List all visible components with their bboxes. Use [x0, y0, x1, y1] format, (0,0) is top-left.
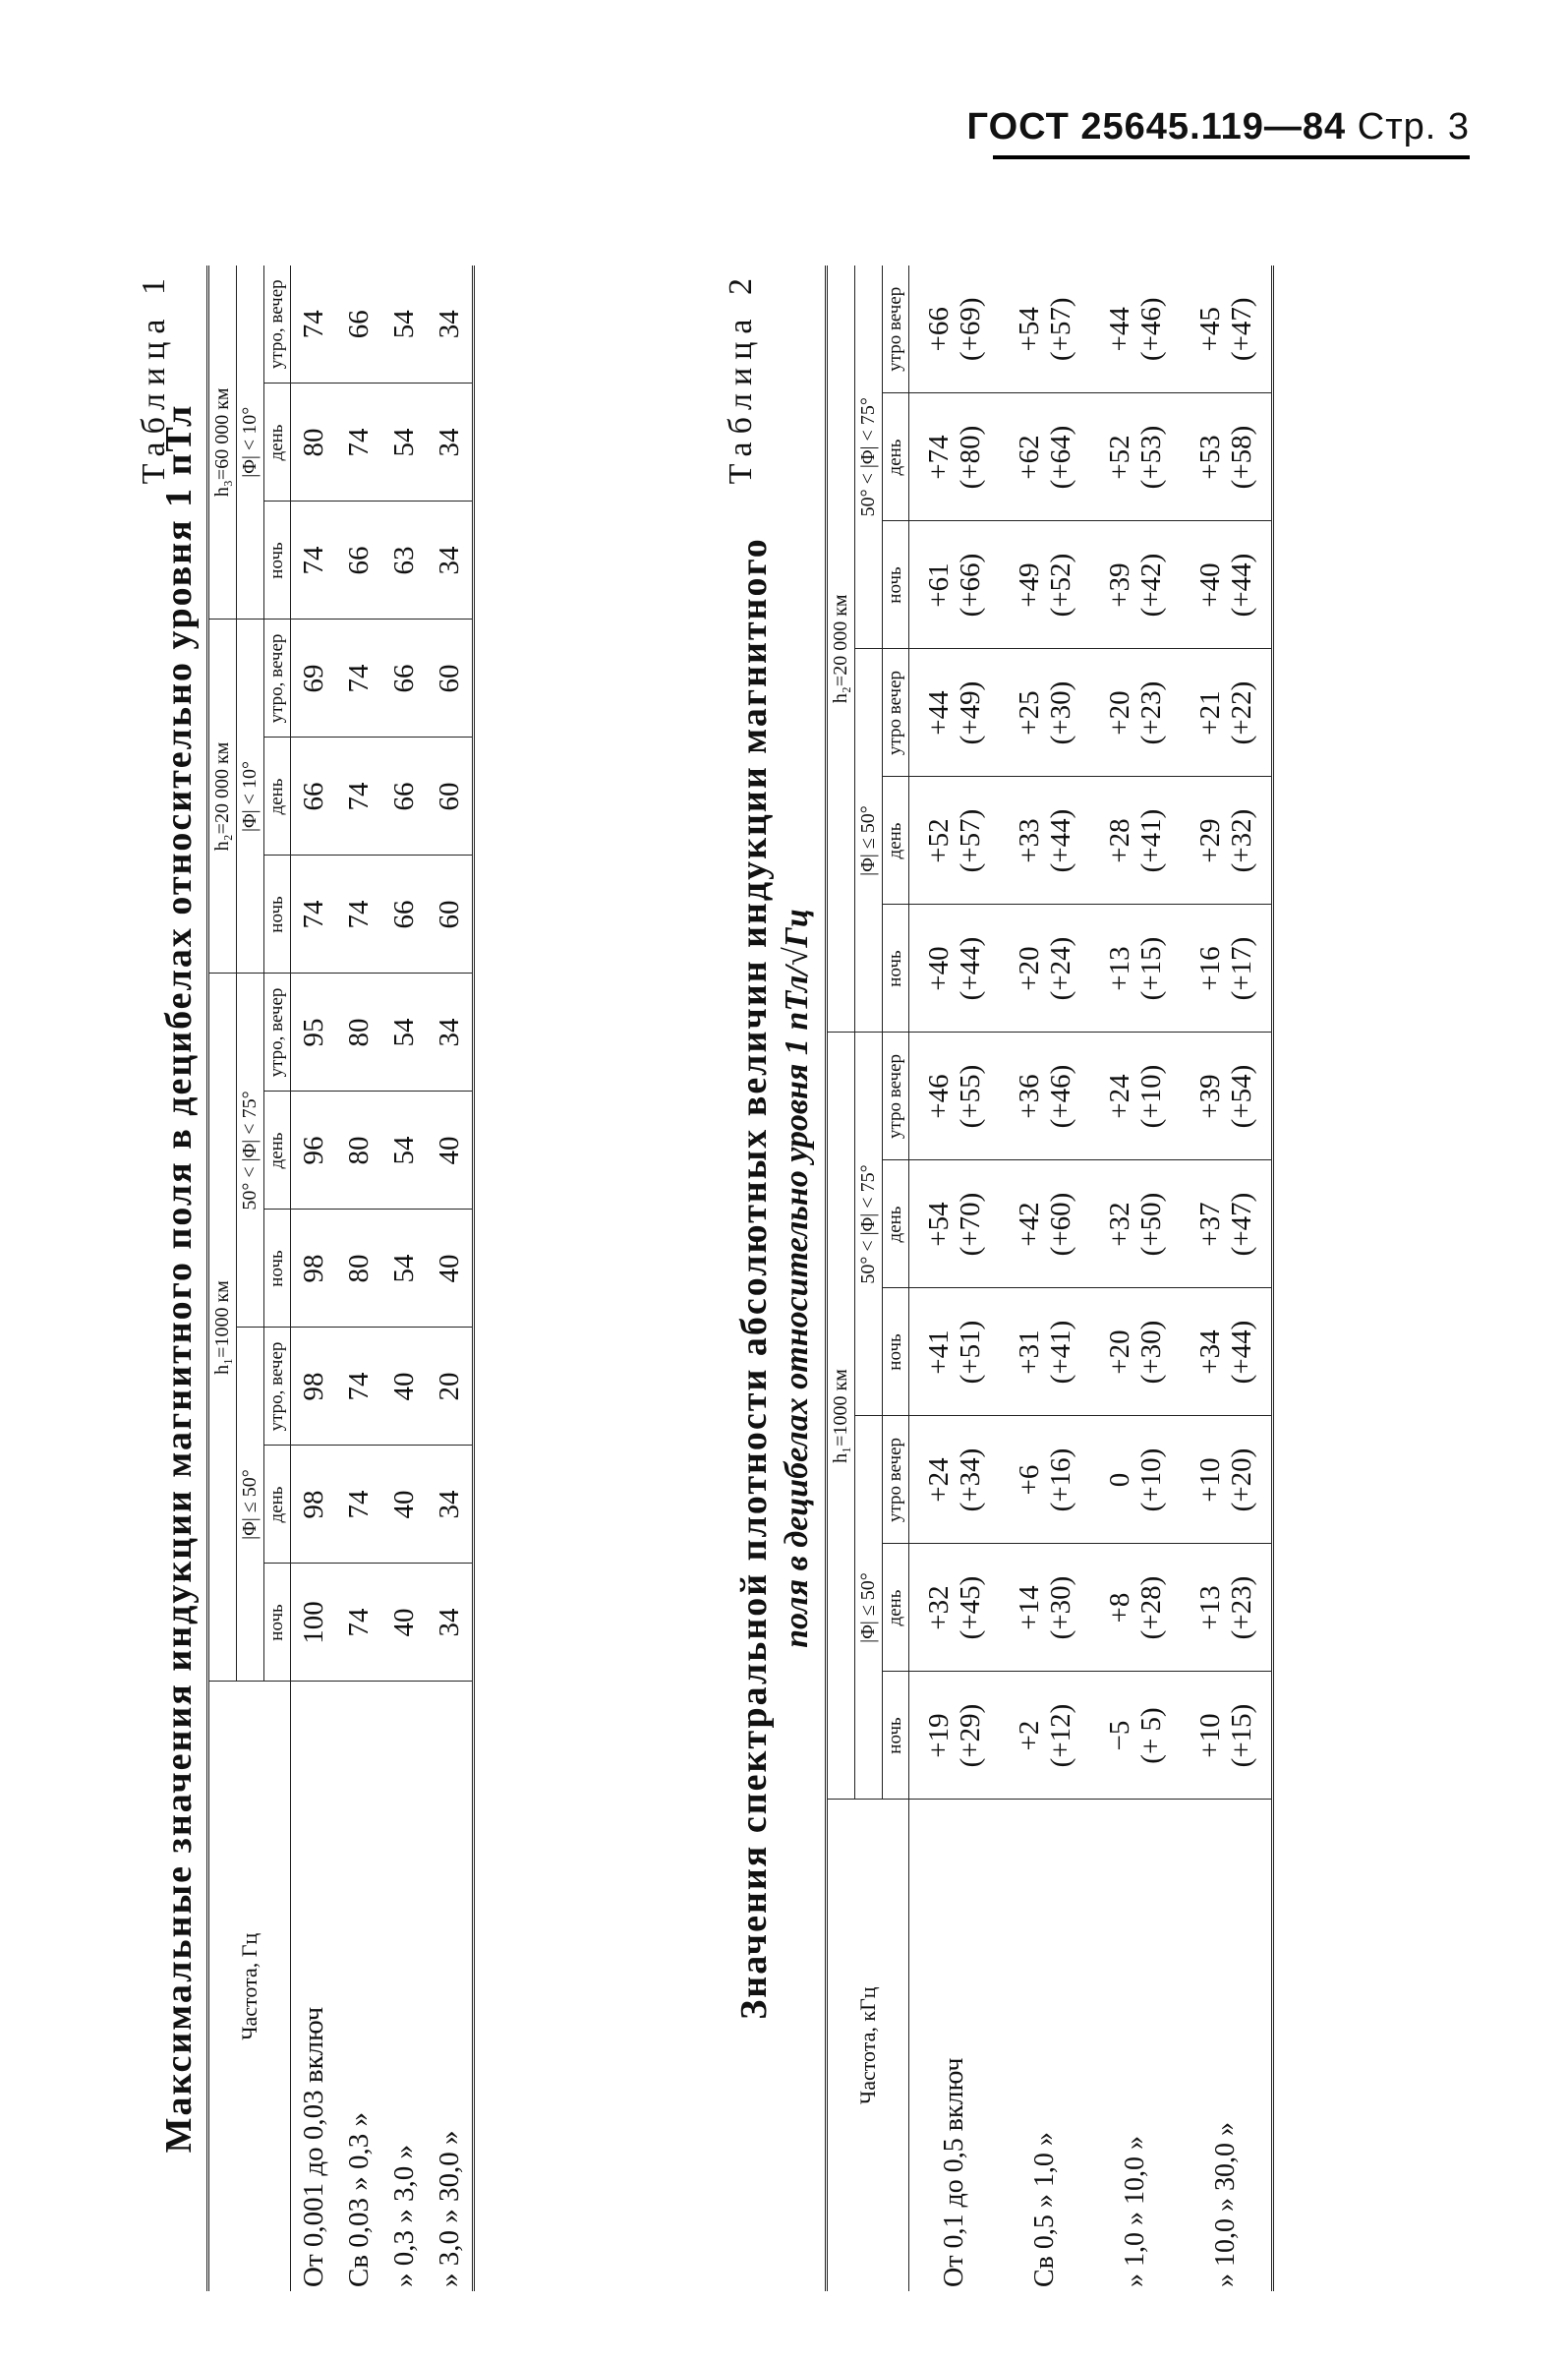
table1-time-header: утро, вечер	[264, 266, 291, 384]
table1-range-cell: От 0,001 до 0,03 включ	[291, 1682, 337, 2291]
table1-value-cell: 54	[381, 974, 427, 1092]
table2-value-cell	[1090, 905, 1181, 1033]
table2-paren-value: (+24)	[1045, 936, 1076, 1001]
table2-value: +34	[1194, 1329, 1226, 1375]
table2-paren-value: (+41)	[1045, 1320, 1076, 1385]
table2-value: +25	[1014, 690, 1045, 736]
table2-value: +54	[1014, 307, 1045, 352]
table1-group-h2: h₂=20 000 км	[208, 620, 237, 974]
table-row	[291, 266, 337, 2291]
table2-body	[909, 266, 1273, 2291]
table1-value-cell: 40	[427, 1210, 474, 1328]
table2-paren-value: (+66)	[955, 553, 986, 618]
table2-value: +61	[923, 562, 955, 608]
table2-value-cell	[909, 905, 1001, 1033]
table2-subgroup: |Φ| ≤ 50°	[855, 1416, 883, 1800]
table2-value: +14	[1014, 1585, 1045, 1630]
table2-value-cell	[909, 649, 1001, 777]
table2-time-header: день	[883, 1160, 909, 1288]
table2-value-cell	[1181, 521, 1273, 649]
table2-subgroup: 50° < |Φ| < 75°	[855, 266, 883, 649]
table2-value: +53	[1194, 435, 1226, 480]
table2-value: +37	[1194, 1202, 1226, 1247]
table1-value-cell: 20	[427, 1328, 474, 1446]
table2-paren-value: (+50)	[1135, 1192, 1167, 1257]
table2-value: +24	[923, 1457, 955, 1503]
table2-value: +40	[1194, 562, 1226, 608]
table1-title: Максимальные значения индукции магнитного поля в децибелах относительно уровня 1 пТл	[158, 403, 200, 2154]
table1-value-cell: 34	[427, 1564, 474, 1682]
table2-value: +10	[1194, 1457, 1226, 1503]
table-row	[1090, 266, 1181, 2291]
table1-value-cell: 80	[336, 1210, 381, 1328]
table-row	[427, 266, 474, 2291]
table2-value: +6	[1014, 1464, 1045, 1496]
table1-time-header: ночь	[264, 502, 291, 620]
table2-value-cell	[1181, 1033, 1273, 1160]
table2-value: +19	[923, 1713, 955, 1758]
table2-value: +13	[1194, 1585, 1226, 1630]
table2-paren-value: (+10)	[1135, 1447, 1167, 1512]
table2-value-cell	[909, 1544, 1001, 1672]
table1-body	[291, 266, 474, 2291]
table2-value: +74	[923, 435, 955, 480]
table1-value-cell: 74	[291, 856, 337, 974]
table1-time-header: ночь	[264, 856, 291, 974]
table1-time-header: ночь	[264, 1210, 291, 1328]
table1-time-header: утро, вечер	[264, 974, 291, 1092]
table2-paren-value: (+15)	[1226, 1703, 1257, 1768]
table2-time-header: день	[883, 777, 909, 905]
table2-paren-value: (+23)	[1226, 1575, 1257, 1640]
table2-value: +39	[1104, 562, 1135, 608]
table1-value-cell: 69	[291, 620, 337, 738]
table1-value-cell: 54	[381, 266, 427, 384]
table2-value-cell	[1000, 393, 1090, 521]
table1-label: Таблица 1	[136, 270, 172, 485]
table2-value-cell	[1181, 905, 1273, 1033]
table2-range-cell: От 0,1 до 0,5 включ	[909, 1800, 1001, 2291]
table2-value: +20	[1104, 1329, 1135, 1375]
table2-subgroup: |Φ| ≤ 50°	[855, 649, 883, 1033]
header-rule	[993, 155, 1470, 159]
table-row	[1181, 266, 1273, 2291]
table2-paren-value: (+47)	[1226, 297, 1257, 362]
table2-time-header: ночь	[883, 1288, 909, 1416]
table2-paren-value: (+30)	[1135, 1320, 1167, 1385]
table1-value-cell: 80	[336, 1092, 381, 1210]
table2-paren-value: (+41)	[1135, 808, 1167, 873]
table2-value-cell	[1090, 1544, 1181, 1672]
table2-value-cell	[1181, 1160, 1273, 1288]
page-number: Стр. 3	[1357, 106, 1470, 148]
table2-paren-value: (+51)	[955, 1320, 986, 1385]
table2-value: +45	[1194, 307, 1226, 352]
table2-value-cell	[1181, 266, 1273, 393]
table2-paren-value: (+34)	[955, 1447, 986, 1512]
table1-freq-header: Частота, Гц	[208, 1682, 291, 2291]
table1-block	[136, 246, 610, 2311]
table1-value-cell: 54	[381, 1092, 427, 1210]
table2-group-h2: h₂=20 000 км	[827, 266, 855, 1033]
table2-paren-value: (+32)	[1226, 808, 1257, 873]
table1-value-cell: 54	[381, 1210, 427, 1328]
table2-value-cell	[1090, 777, 1181, 905]
table2-value-cell	[1090, 649, 1181, 777]
table2-value: +62	[1014, 435, 1045, 480]
table2-value-cell	[1000, 777, 1090, 905]
table2-value-cell	[1090, 521, 1181, 649]
table2-value-cell	[1000, 521, 1090, 649]
table2-paren-value: (+44)	[1045, 808, 1076, 873]
table2	[825, 266, 1274, 2291]
table2-paren-value: (+30)	[1045, 1575, 1076, 1640]
table2-value: +20	[1104, 690, 1135, 736]
table2-paren-value: (+20)	[1226, 1447, 1257, 1512]
table2-value: +42	[1014, 1202, 1045, 1247]
table2-value-cell	[1090, 1288, 1181, 1416]
table1-value-cell: 95	[291, 974, 337, 1092]
table1-value-cell: 54	[381, 384, 427, 502]
table1	[206, 266, 475, 2291]
table2-value-cell	[909, 777, 1001, 905]
table2-value-cell	[1090, 1160, 1181, 1288]
table2-block	[723, 246, 1499, 2311]
table2-paren-value: (+52)	[1045, 553, 1076, 618]
table2-value-cell	[1090, 1033, 1181, 1160]
table2-paren-value: (+80)	[955, 425, 986, 490]
table1-value-cell: 74	[291, 266, 337, 384]
table2-value-cell	[909, 1672, 1001, 1800]
table2-group-h1: h₁=1000 км	[827, 1033, 855, 1800]
table2-paren-value: (+45)	[955, 1575, 986, 1640]
table2-paren-value: (+47)	[1226, 1192, 1257, 1257]
table1-group-h1: h₁=1000 км	[208, 974, 237, 1682]
table2-paren-value: (+69)	[955, 297, 986, 362]
table2-time-header: утро вечер	[883, 1416, 909, 1544]
table1-value-cell: 66	[291, 738, 337, 856]
table1-time-header: утро, вечер	[264, 1328, 291, 1446]
table1-value-cell: 66	[381, 620, 427, 738]
table2-value-cell	[1000, 1544, 1090, 1672]
table2-value: +49	[1014, 562, 1045, 608]
table1-value-cell: 74	[336, 856, 381, 974]
table2-time-header: утро вечер	[883, 266, 909, 393]
table2-freq-header: Частота, кГц	[827, 1800, 909, 2291]
table2-value: +54	[923, 1202, 955, 1247]
table1-subgroup: |Φ| < 10°	[237, 266, 264, 620]
table-row	[1000, 266, 1090, 2291]
table-row	[336, 266, 381, 2291]
table2-value: +29	[1194, 818, 1226, 863]
table1-subgroup: 50° < |Φ| < 75°	[237, 974, 264, 1328]
table1-value-cell: 60	[427, 620, 474, 738]
table2-value: 0	[1104, 1472, 1135, 1488]
table2-paren-value: (+55)	[955, 1064, 986, 1129]
table1-value-cell: 80	[336, 974, 381, 1092]
table1-value-cell: 63	[381, 502, 427, 620]
table2-value: +66	[923, 307, 955, 352]
table1-group-h3: h₃=60 000 км	[208, 266, 237, 620]
table2-paren-value: (+60)	[1045, 1192, 1076, 1257]
table2-value: +2	[1014, 1720, 1045, 1751]
table1-value-cell: 74	[336, 384, 381, 502]
table1-subgroup: |Φ| < 10°	[237, 620, 264, 974]
table2-value-cell	[1000, 1160, 1090, 1288]
table2-value-cell	[1090, 393, 1181, 521]
table2-value: +8	[1104, 1592, 1135, 1624]
table2-value-cell	[909, 1160, 1001, 1288]
table1-range-cell: » 3,0 » 30,0 »	[427, 1682, 474, 2291]
table2-value-cell	[1000, 649, 1090, 777]
table2-value-cell	[909, 1288, 1001, 1416]
table2-paren-value: (+53)	[1135, 425, 1167, 490]
table2-paren-value: (+28)	[1135, 1575, 1167, 1640]
table2-paren-value: (+44)	[1226, 1320, 1257, 1385]
table1-value-cell: 74	[291, 502, 337, 620]
table1-value-cell: 66	[381, 856, 427, 974]
table2-value-cell	[1000, 1672, 1090, 1800]
table2-paren-value: (+57)	[955, 808, 986, 873]
table1-range-cell: » 0,3 » 3,0 »	[381, 1682, 427, 2291]
table1-value-cell: 40	[381, 1446, 427, 1564]
table2-paren-value: (+58)	[1226, 425, 1257, 490]
table2-paren-value: (+12)	[1045, 1703, 1076, 1768]
table2-time-header: утро вечер	[883, 1033, 909, 1160]
table2-value-cell	[1181, 1416, 1273, 1544]
table2-range-cell: » 10,0 » 30,0 »	[1181, 1800, 1273, 2291]
table2-paren-value: (+42)	[1135, 553, 1167, 618]
table1-value-cell: 60	[427, 856, 474, 974]
table2-paren-value: (+15)	[1135, 936, 1167, 1001]
table1-value-cell: 34	[427, 384, 474, 502]
table2-subgroup: 50° < |Φ| < 75°	[855, 1033, 883, 1416]
table1-value-cell: 34	[427, 502, 474, 620]
table2-value-cell	[1181, 1288, 1273, 1416]
table2-paren-value: (+57)	[1045, 297, 1076, 362]
table2-paren-value: (+10)	[1135, 1064, 1167, 1129]
table2-value-cell	[909, 1033, 1001, 1160]
table2-value-cell	[909, 393, 1001, 521]
table2-value-cell	[909, 266, 1001, 393]
table2-paren-value: (+44)	[1226, 553, 1257, 618]
table2-range-cell: Св 0,5 » 1,0 »	[1000, 1800, 1090, 2291]
table2-value-cell	[1181, 777, 1273, 905]
table2-value: +44	[923, 690, 955, 736]
table2-value-cell	[1181, 649, 1273, 777]
table2-paren-value: (+54)	[1226, 1064, 1257, 1129]
table1-time-header: день	[264, 1446, 291, 1564]
table2-paren-value: (+64)	[1045, 425, 1076, 490]
table2-value: +36	[1014, 1074, 1045, 1119]
table1-value-cell: 34	[427, 266, 474, 384]
table2-value-cell	[1000, 1033, 1090, 1160]
table2-paren-value: (+29)	[955, 1703, 986, 1768]
table2-value-cell	[909, 1416, 1001, 1544]
table1-value-cell: 66	[381, 738, 427, 856]
table2-value: +20	[1014, 946, 1045, 991]
table2-paren-value: (+30)	[1045, 680, 1076, 745]
table2-paren-value: (+46)	[1045, 1064, 1076, 1129]
table1-value-cell: 40	[381, 1328, 427, 1446]
table2-value-cell	[909, 521, 1001, 649]
table1-subgroup: |Φ| ≤ 50°	[237, 1328, 264, 1682]
table2-value: +31	[1014, 1329, 1045, 1375]
table2-value: +33	[1014, 818, 1045, 863]
table2-paren-value: (+23)	[1135, 680, 1167, 745]
table2-value: +52	[1104, 435, 1135, 480]
table1-value-cell: 98	[291, 1210, 337, 1328]
table2-label: Таблица 2	[723, 270, 759, 485]
table2-value: +13	[1104, 946, 1135, 991]
table2-value: +32	[923, 1585, 955, 1630]
table-row	[909, 266, 1001, 2291]
table2-value-cell	[1000, 905, 1090, 1033]
table2-paren-value: (+70)	[955, 1192, 986, 1257]
table2-value-cell	[1000, 1416, 1090, 1544]
table1-time-header: утро, вечер	[264, 620, 291, 738]
table2-paren-value: (+49)	[955, 680, 986, 745]
table1-value-cell: 74	[336, 738, 381, 856]
table1-time-header: день	[264, 384, 291, 502]
table2-value-cell	[1000, 1288, 1090, 1416]
table2-paren-value: (+44)	[955, 936, 986, 1001]
table2-title: Значения спектральной плотности абсолютных величин индукции магнитного	[733, 537, 775, 2020]
page-header	[967, 106, 1470, 148]
table2-value: +32	[1104, 1202, 1135, 1247]
table2-value: +40	[923, 946, 955, 991]
table2-value-cell	[1090, 1672, 1181, 1800]
table1-value-cell: 74	[336, 620, 381, 738]
table2-paren-value: (+22)	[1226, 680, 1257, 745]
table2-time-header: ночь	[883, 905, 909, 1033]
table2-time-header: день	[883, 1544, 909, 1672]
table2-paren-value: (+ 5)	[1135, 1707, 1167, 1764]
table1-range-cell: Св 0,03 » 0,3 »	[336, 1682, 381, 2291]
table2-value: +39	[1194, 1074, 1226, 1119]
table2-value-cell	[1181, 393, 1273, 521]
table1-value-cell: 80	[291, 384, 337, 502]
table1-value-cell: 40	[427, 1092, 474, 1210]
table2-value: +46	[923, 1074, 955, 1119]
table2-value: +41	[923, 1329, 955, 1375]
table1-value-cell: 34	[427, 1446, 474, 1564]
table1-value-cell: 74	[336, 1564, 381, 1682]
table1-value-cell: 96	[291, 1092, 337, 1210]
table2-value-cell	[1181, 1672, 1273, 1800]
table1-value-cell: 66	[336, 502, 381, 620]
table2-time-header: ночь	[883, 1672, 909, 1800]
table2-paren-value: (+46)	[1135, 297, 1167, 362]
table2-time-header: ночь	[883, 521, 909, 649]
table1-value-cell: 100	[291, 1564, 337, 1682]
table2-value: +21	[1194, 690, 1226, 736]
table2-paren-value: (+17)	[1226, 936, 1257, 1001]
table2-value: +10	[1194, 1713, 1226, 1758]
table1-value-cell: 34	[427, 974, 474, 1092]
table2-time-header: утро вечер	[883, 649, 909, 777]
table2-value-cell	[1090, 1416, 1181, 1544]
table2-time-header: день	[883, 393, 909, 521]
table2-value: +52	[923, 818, 955, 863]
table2-value-cell	[1181, 1544, 1273, 1672]
table2-value: +28	[1104, 818, 1135, 863]
table1-value-cell: 60	[427, 738, 474, 856]
standard-number: ГОСТ 25645.119—84	[966, 106, 1347, 148]
table2-subtitle: поля в децибелах относительно уровня 1 пТл/√Гц	[779, 909, 815, 1648]
table2-value-cell	[1000, 266, 1090, 393]
table2-value: +44	[1104, 307, 1135, 352]
table1-value-cell: 98	[291, 1328, 337, 1446]
table2-value: −5	[1104, 1720, 1135, 1751]
table2-paren-value: (+16)	[1045, 1447, 1076, 1512]
table1-value-cell: 40	[381, 1564, 427, 1682]
table1-value-cell: 66	[336, 266, 381, 384]
table1-value-cell: 74	[336, 1446, 381, 1564]
table2-range-cell: » 1,0 » 10,0 »	[1090, 1800, 1181, 2291]
table1-time-header: день	[264, 738, 291, 856]
table1-time-header: день	[264, 1092, 291, 1210]
table2-value-cell	[1090, 266, 1181, 393]
table1-value-cell: 74	[336, 1328, 381, 1446]
table1-value-cell: 98	[291, 1446, 337, 1564]
table1-time-header: ночь	[264, 1564, 291, 1682]
table-row	[381, 266, 427, 2291]
table2-value: +16	[1194, 946, 1226, 991]
table2-value: +24	[1104, 1074, 1135, 1119]
